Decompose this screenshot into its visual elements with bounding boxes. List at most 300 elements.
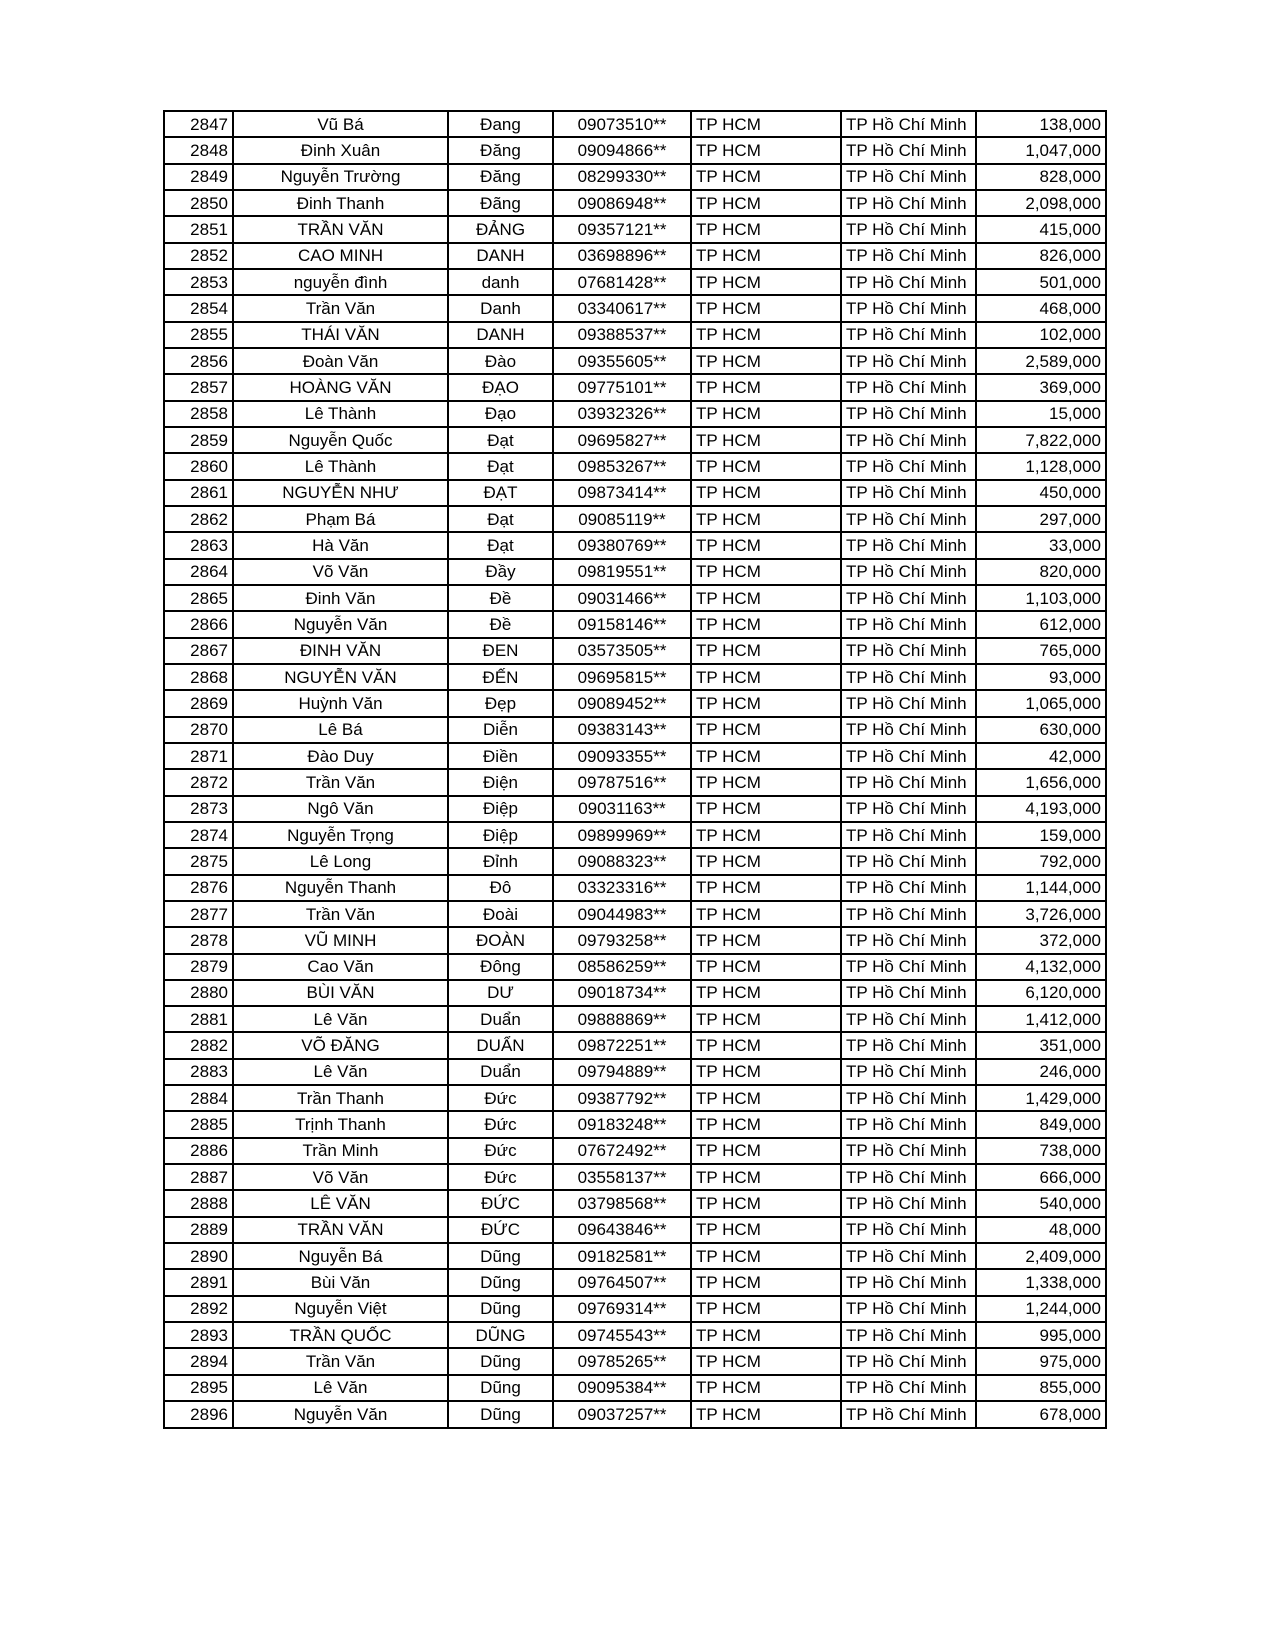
family-middle-name-cell: Lê Văn bbox=[233, 1006, 448, 1032]
table-row bbox=[164, 1269, 1106, 1295]
table-row bbox=[164, 190, 1106, 216]
amount-cell: 828,000 bbox=[976, 164, 1106, 190]
masked-phone-cell: 09086948** bbox=[553, 190, 691, 216]
province-cell: TP Hồ Chí Minh bbox=[841, 216, 976, 242]
masked-phone-cell: 09888869** bbox=[553, 1006, 691, 1032]
table-row bbox=[164, 137, 1106, 163]
row-number-cell: 2881 bbox=[164, 1006, 233, 1032]
table-row bbox=[164, 427, 1106, 453]
family-middle-name-cell: TRẦN QUỐC bbox=[233, 1322, 448, 1348]
family-middle-name-cell: Nguyễn Việt bbox=[233, 1296, 448, 1322]
given-name-cell: Đãng bbox=[448, 190, 553, 216]
province-cell: TP Hồ Chí Minh bbox=[841, 322, 976, 348]
row-number-cell: 2867 bbox=[164, 638, 233, 664]
province-cell: TP Hồ Chí Minh bbox=[841, 1138, 976, 1164]
amount-cell: 1,103,000 bbox=[976, 585, 1106, 611]
table-row bbox=[164, 1348, 1106, 1374]
amount-cell: 468,000 bbox=[976, 295, 1106, 321]
family-middle-name-cell: TRẦN VĂN bbox=[233, 1217, 448, 1243]
amount-cell: 666,000 bbox=[976, 1164, 1106, 1190]
given-name-cell: Điền bbox=[448, 743, 553, 769]
given-name-cell: DANH bbox=[448, 243, 553, 269]
table-row bbox=[164, 901, 1106, 927]
masked-phone-cell: 07672492** bbox=[553, 1138, 691, 1164]
row-number-cell: 2891 bbox=[164, 1269, 233, 1295]
row-number-cell: 2880 bbox=[164, 980, 233, 1006]
amount-cell: 1,128,000 bbox=[976, 453, 1106, 479]
masked-phone-cell: 09089452** bbox=[553, 690, 691, 716]
given-name-cell: ĐỨC bbox=[448, 1190, 553, 1216]
table-row bbox=[164, 559, 1106, 585]
family-middle-name-cell: Hà Văn bbox=[233, 532, 448, 558]
family-middle-name-cell: NGUYỄN VĂN bbox=[233, 664, 448, 690]
row-number-cell: 2853 bbox=[164, 269, 233, 295]
city-cell: TP HCM bbox=[691, 243, 841, 269]
masked-phone-cell: 09775101** bbox=[553, 374, 691, 400]
province-cell: TP Hồ Chí Minh bbox=[841, 954, 976, 980]
family-middle-name-cell: Lê Bá bbox=[233, 717, 448, 743]
amount-cell: 1,429,000 bbox=[976, 1085, 1106, 1111]
province-cell: TP Hồ Chí Minh bbox=[841, 927, 976, 953]
family-middle-name-cell: BÙI VĂN bbox=[233, 980, 448, 1006]
city-cell: TP HCM bbox=[691, 769, 841, 795]
table-row bbox=[164, 1243, 1106, 1269]
city-cell: TP HCM bbox=[691, 1243, 841, 1269]
amount-cell: 351,000 bbox=[976, 1032, 1106, 1058]
city-cell: TP HCM bbox=[691, 1190, 841, 1216]
family-middle-name-cell: nguyễn đình bbox=[233, 269, 448, 295]
table-row bbox=[164, 743, 1106, 769]
given-name-cell: Đạt bbox=[448, 532, 553, 558]
amount-cell: 415,000 bbox=[976, 216, 1106, 242]
family-middle-name-cell: Bùi Văn bbox=[233, 1269, 448, 1295]
given-name-cell: Đạt bbox=[448, 453, 553, 479]
family-middle-name-cell: Lê Văn bbox=[233, 1059, 448, 1085]
province-cell: TP Hồ Chí Minh bbox=[841, 690, 976, 716]
family-middle-name-cell: Nguyễn Thanh bbox=[233, 875, 448, 901]
amount-cell: 2,589,000 bbox=[976, 348, 1106, 374]
table-row bbox=[164, 796, 1106, 822]
amount-cell: 15,000 bbox=[976, 401, 1106, 427]
city-cell: TP HCM bbox=[691, 374, 841, 400]
given-name-cell: ĐẠT bbox=[448, 480, 553, 506]
family-middle-name-cell: Lê Thành bbox=[233, 453, 448, 479]
row-number-cell: 2863 bbox=[164, 532, 233, 558]
family-middle-name-cell: Đinh Văn bbox=[233, 585, 448, 611]
city-cell: TP HCM bbox=[691, 506, 841, 532]
city-cell: TP HCM bbox=[691, 638, 841, 664]
province-cell: TP Hồ Chí Minh bbox=[841, 1296, 976, 1322]
row-number-cell: 2858 bbox=[164, 401, 233, 427]
family-middle-name-cell: Đinh Xuân bbox=[233, 137, 448, 163]
province-cell: TP Hồ Chí Minh bbox=[841, 453, 976, 479]
amount-cell: 849,000 bbox=[976, 1111, 1106, 1137]
masked-phone-cell: 09031466** bbox=[553, 585, 691, 611]
amount-cell: 1,244,000 bbox=[976, 1296, 1106, 1322]
amount-cell: 2,098,000 bbox=[976, 190, 1106, 216]
given-name-cell: Dũng bbox=[448, 1348, 553, 1374]
given-name-cell: DƯ bbox=[448, 980, 553, 1006]
table-row bbox=[164, 927, 1106, 953]
family-middle-name-cell: Đoàn Văn bbox=[233, 348, 448, 374]
row-number-cell: 2857 bbox=[164, 374, 233, 400]
table-row bbox=[164, 1401, 1106, 1428]
family-middle-name-cell: Phạm Bá bbox=[233, 506, 448, 532]
family-middle-name-cell: CAO MINH bbox=[233, 243, 448, 269]
row-number-cell: 2855 bbox=[164, 322, 233, 348]
amount-cell: 792,000 bbox=[976, 848, 1106, 874]
amount-cell: 540,000 bbox=[976, 1190, 1106, 1216]
given-name-cell: DUẨN bbox=[448, 1032, 553, 1058]
masked-phone-cell: 09073510** bbox=[553, 111, 691, 137]
province-cell: TP Hồ Chí Minh bbox=[841, 822, 976, 848]
city-cell: TP HCM bbox=[691, 1401, 841, 1428]
masked-phone-cell: 09853267** bbox=[553, 453, 691, 479]
table-row bbox=[164, 216, 1106, 242]
province-cell: TP Hồ Chí Minh bbox=[841, 585, 976, 611]
row-number-cell: 2871 bbox=[164, 743, 233, 769]
family-middle-name-cell: Lê Long bbox=[233, 848, 448, 874]
table-row bbox=[164, 690, 1106, 716]
family-middle-name-cell: Trần Thanh bbox=[233, 1085, 448, 1111]
table-row bbox=[164, 980, 1106, 1006]
amount-cell: 630,000 bbox=[976, 717, 1106, 743]
city-cell: TP HCM bbox=[691, 480, 841, 506]
province-cell: TP Hồ Chí Minh bbox=[841, 1348, 976, 1374]
masked-phone-cell: 09085119** bbox=[553, 506, 691, 532]
family-middle-name-cell: VÕ ĐĂNG bbox=[233, 1032, 448, 1058]
city-cell: TP HCM bbox=[691, 322, 841, 348]
given-name-cell: Đạo bbox=[448, 401, 553, 427]
city-cell: TP HCM bbox=[691, 1269, 841, 1295]
city-cell: TP HCM bbox=[691, 743, 841, 769]
family-middle-name-cell: ĐINH VĂN bbox=[233, 638, 448, 664]
given-name-cell: Đông bbox=[448, 954, 553, 980]
province-cell: TP Hồ Chí Minh bbox=[841, 295, 976, 321]
row-number-cell: 2887 bbox=[164, 1164, 233, 1190]
row-number-cell: 2864 bbox=[164, 559, 233, 585]
amount-cell: 4,132,000 bbox=[976, 954, 1106, 980]
masked-phone-cell: 09819551** bbox=[553, 559, 691, 585]
city-cell: TP HCM bbox=[691, 1059, 841, 1085]
row-number-cell: 2877 bbox=[164, 901, 233, 927]
family-middle-name-cell: Trần Văn bbox=[233, 1348, 448, 1374]
masked-phone-cell: 09093355** bbox=[553, 743, 691, 769]
province-cell: TP Hồ Chí Minh bbox=[841, 1006, 976, 1032]
row-number-cell: 2888 bbox=[164, 1190, 233, 1216]
masked-phone-cell: 09044983** bbox=[553, 901, 691, 927]
given-name-cell: ĐẢNG bbox=[448, 216, 553, 242]
amount-cell: 820,000 bbox=[976, 559, 1106, 585]
row-number-cell: 2865 bbox=[164, 585, 233, 611]
amount-cell: 975,000 bbox=[976, 1348, 1106, 1374]
province-cell: TP Hồ Chí Minh bbox=[841, 427, 976, 453]
amount-cell: 93,000 bbox=[976, 664, 1106, 690]
given-name-cell: ĐẠO bbox=[448, 374, 553, 400]
given-name-cell: Đỉnh bbox=[448, 848, 553, 874]
table-row bbox=[164, 1322, 1106, 1348]
given-name-cell: Đăng bbox=[448, 164, 553, 190]
given-name-cell: Điện bbox=[448, 769, 553, 795]
city-cell: TP HCM bbox=[691, 1164, 841, 1190]
given-name-cell: danh bbox=[448, 269, 553, 295]
province-cell: TP Hồ Chí Minh bbox=[841, 506, 976, 532]
family-middle-name-cell: Lê Văn bbox=[233, 1375, 448, 1401]
family-middle-name-cell: Nguyễn Văn bbox=[233, 1401, 448, 1428]
province-cell: TP Hồ Chí Minh bbox=[841, 243, 976, 269]
given-name-cell: Dũng bbox=[448, 1243, 553, 1269]
province-cell: TP Hồ Chí Minh bbox=[841, 717, 976, 743]
amount-cell: 1,412,000 bbox=[976, 1006, 1106, 1032]
masked-phone-cell: 09031163** bbox=[553, 796, 691, 822]
city-cell: TP HCM bbox=[691, 927, 841, 953]
masked-phone-cell: 09388537** bbox=[553, 322, 691, 348]
table-row bbox=[164, 453, 1106, 479]
province-cell: TP Hồ Chí Minh bbox=[841, 401, 976, 427]
city-cell: TP HCM bbox=[691, 1375, 841, 1401]
city-cell: TP HCM bbox=[691, 190, 841, 216]
table-row bbox=[164, 875, 1106, 901]
city-cell: TP HCM bbox=[691, 216, 841, 242]
city-cell: TP HCM bbox=[691, 269, 841, 295]
city-cell: TP HCM bbox=[691, 796, 841, 822]
table-row bbox=[164, 664, 1106, 690]
table-row bbox=[164, 532, 1106, 558]
amount-cell: 3,726,000 bbox=[976, 901, 1106, 927]
masked-phone-cell: 09387792** bbox=[553, 1085, 691, 1111]
records-table-body bbox=[164, 111, 1106, 1428]
city-cell: TP HCM bbox=[691, 611, 841, 637]
given-name-cell: DŨNG bbox=[448, 1322, 553, 1348]
table-row bbox=[164, 1138, 1106, 1164]
row-number-cell: 2854 bbox=[164, 295, 233, 321]
city-cell: TP HCM bbox=[691, 690, 841, 716]
province-cell: TP Hồ Chí Minh bbox=[841, 111, 976, 137]
amount-cell: 678,000 bbox=[976, 1401, 1106, 1428]
city-cell: TP HCM bbox=[691, 348, 841, 374]
city-cell: TP HCM bbox=[691, 427, 841, 453]
row-number-cell: 2873 bbox=[164, 796, 233, 822]
row-number-cell: 2895 bbox=[164, 1375, 233, 1401]
given-name-cell: Điệp bbox=[448, 822, 553, 848]
masked-phone-cell: 09643846** bbox=[553, 1217, 691, 1243]
family-middle-name-cell: Cao Văn bbox=[233, 954, 448, 980]
table-row bbox=[164, 348, 1106, 374]
row-number-cell: 2850 bbox=[164, 190, 233, 216]
family-middle-name-cell: Đào Duy bbox=[233, 743, 448, 769]
province-cell: TP Hồ Chí Minh bbox=[841, 848, 976, 874]
masked-phone-cell: 09158146** bbox=[553, 611, 691, 637]
masked-phone-cell: 09357121** bbox=[553, 216, 691, 242]
city-cell: TP HCM bbox=[691, 1217, 841, 1243]
masked-phone-cell: 09383143** bbox=[553, 717, 691, 743]
table-row bbox=[164, 480, 1106, 506]
row-number-cell: 2884 bbox=[164, 1085, 233, 1111]
table-row bbox=[164, 1296, 1106, 1322]
given-name-cell: Đoài bbox=[448, 901, 553, 927]
row-number-cell: 2870 bbox=[164, 717, 233, 743]
city-cell: TP HCM bbox=[691, 1085, 841, 1111]
city-cell: TP HCM bbox=[691, 875, 841, 901]
row-number-cell: 2879 bbox=[164, 954, 233, 980]
masked-phone-cell: 09094866** bbox=[553, 137, 691, 163]
family-middle-name-cell: THÁI VĂN bbox=[233, 322, 448, 348]
masked-phone-cell: 08299330** bbox=[553, 164, 691, 190]
given-name-cell: Dũng bbox=[448, 1296, 553, 1322]
province-cell: TP Hồ Chí Minh bbox=[841, 1243, 976, 1269]
family-middle-name-cell: LÊ VĂN bbox=[233, 1190, 448, 1216]
masked-phone-cell: 03573505** bbox=[553, 638, 691, 664]
row-number-cell: 2861 bbox=[164, 480, 233, 506]
masked-phone-cell: 09095384** bbox=[553, 1375, 691, 1401]
province-cell: TP Hồ Chí Minh bbox=[841, 164, 976, 190]
row-number-cell: 2883 bbox=[164, 1059, 233, 1085]
province-cell: TP Hồ Chí Minh bbox=[841, 980, 976, 1006]
city-cell: TP HCM bbox=[691, 664, 841, 690]
row-number-cell: 2878 bbox=[164, 927, 233, 953]
table-row bbox=[164, 848, 1106, 874]
table-row bbox=[164, 717, 1106, 743]
given-name-cell: Đức bbox=[448, 1164, 553, 1190]
row-number-cell: 2847 bbox=[164, 111, 233, 137]
table-row bbox=[164, 1032, 1106, 1058]
amount-cell: 372,000 bbox=[976, 927, 1106, 953]
city-cell: TP HCM bbox=[691, 295, 841, 321]
given-name-cell: ĐỨC bbox=[448, 1217, 553, 1243]
row-number-cell: 2860 bbox=[164, 453, 233, 479]
given-name-cell: Đề bbox=[448, 585, 553, 611]
city-cell: TP HCM bbox=[691, 137, 841, 163]
given-name-cell: Đức bbox=[448, 1085, 553, 1111]
given-name-cell: Đức bbox=[448, 1138, 553, 1164]
family-middle-name-cell: HOÀNG VĂN bbox=[233, 374, 448, 400]
amount-cell: 765,000 bbox=[976, 638, 1106, 664]
table-row bbox=[164, 638, 1106, 664]
province-cell: TP Hồ Chí Minh bbox=[841, 559, 976, 585]
table-row bbox=[164, 1085, 1106, 1111]
masked-phone-cell: 09695827** bbox=[553, 427, 691, 453]
province-cell: TP Hồ Chí Minh bbox=[841, 1269, 976, 1295]
given-name-cell: Đào bbox=[448, 348, 553, 374]
amount-cell: 4,193,000 bbox=[976, 796, 1106, 822]
masked-phone-cell: 07681428** bbox=[553, 269, 691, 295]
amount-cell: 1,065,000 bbox=[976, 690, 1106, 716]
masked-phone-cell: 09872251** bbox=[553, 1032, 691, 1058]
amount-cell: 1,047,000 bbox=[976, 137, 1106, 163]
family-middle-name-cell: Nguyễn Văn bbox=[233, 611, 448, 637]
row-number-cell: 2890 bbox=[164, 1243, 233, 1269]
table-row bbox=[164, 1111, 1106, 1137]
amount-cell: 102,000 bbox=[976, 322, 1106, 348]
province-cell: TP Hồ Chí Minh bbox=[841, 1059, 976, 1085]
province-cell: TP Hồ Chí Minh bbox=[841, 1085, 976, 1111]
amount-cell: 1,338,000 bbox=[976, 1269, 1106, 1295]
row-number-cell: 2856 bbox=[164, 348, 233, 374]
city-cell: TP HCM bbox=[691, 453, 841, 479]
city-cell: TP HCM bbox=[691, 1006, 841, 1032]
family-middle-name-cell: Trần Văn bbox=[233, 901, 448, 927]
city-cell: TP HCM bbox=[691, 559, 841, 585]
amount-cell: 1,144,000 bbox=[976, 875, 1106, 901]
amount-cell: 159,000 bbox=[976, 822, 1106, 848]
row-number-cell: 2875 bbox=[164, 848, 233, 874]
table-row bbox=[164, 1375, 1106, 1401]
family-middle-name-cell: Võ Văn bbox=[233, 1164, 448, 1190]
given-name-cell: Đề bbox=[448, 611, 553, 637]
amount-cell: 42,000 bbox=[976, 743, 1106, 769]
amount-cell: 995,000 bbox=[976, 1322, 1106, 1348]
amount-cell: 138,000 bbox=[976, 111, 1106, 137]
row-number-cell: 2868 bbox=[164, 664, 233, 690]
city-cell: TP HCM bbox=[691, 401, 841, 427]
given-name-cell: Đô bbox=[448, 875, 553, 901]
given-name-cell: Đăng bbox=[448, 137, 553, 163]
masked-phone-cell: 09899969** bbox=[553, 822, 691, 848]
given-name-cell: ĐEN bbox=[448, 638, 553, 664]
family-middle-name-cell: VŨ MINH bbox=[233, 927, 448, 953]
row-number-cell: 2889 bbox=[164, 1217, 233, 1243]
family-middle-name-cell: Trần Văn bbox=[233, 295, 448, 321]
family-middle-name-cell: Nguyễn Quốc bbox=[233, 427, 448, 453]
province-cell: TP Hồ Chí Minh bbox=[841, 638, 976, 664]
masked-phone-cell: 03323316** bbox=[553, 875, 691, 901]
masked-phone-cell: 09182581** bbox=[553, 1243, 691, 1269]
province-cell: TP Hồ Chí Minh bbox=[841, 1190, 976, 1216]
records-table bbox=[163, 110, 1107, 1429]
given-name-cell: Đạt bbox=[448, 506, 553, 532]
province-cell: TP Hồ Chí Minh bbox=[841, 1401, 976, 1428]
family-middle-name-cell: Trần Văn bbox=[233, 769, 448, 795]
province-cell: TP Hồ Chí Minh bbox=[841, 269, 976, 295]
masked-phone-cell: 03698896** bbox=[553, 243, 691, 269]
family-middle-name-cell: Võ Văn bbox=[233, 559, 448, 585]
row-number-cell: 2876 bbox=[164, 875, 233, 901]
province-cell: TP Hồ Chí Minh bbox=[841, 1375, 976, 1401]
masked-phone-cell: 09787516** bbox=[553, 769, 691, 795]
family-middle-name-cell: Nguyễn Trường bbox=[233, 164, 448, 190]
amount-cell: 369,000 bbox=[976, 374, 1106, 400]
province-cell: TP Hồ Chí Minh bbox=[841, 743, 976, 769]
given-name-cell: ĐOÀN bbox=[448, 927, 553, 953]
row-number-cell: 2882 bbox=[164, 1032, 233, 1058]
given-name-cell: ĐẾN bbox=[448, 664, 553, 690]
family-middle-name-cell: NGUYỄN NHƯ bbox=[233, 480, 448, 506]
given-name-cell: Đạt bbox=[448, 427, 553, 453]
table-row bbox=[164, 1006, 1106, 1032]
table-row bbox=[164, 374, 1106, 400]
province-cell: TP Hồ Chí Minh bbox=[841, 1032, 976, 1058]
family-middle-name-cell: Nguyễn Trọng bbox=[233, 822, 448, 848]
province-cell: TP Hồ Chí Minh bbox=[841, 190, 976, 216]
table-row bbox=[164, 954, 1106, 980]
city-cell: TP HCM bbox=[691, 822, 841, 848]
city-cell: TP HCM bbox=[691, 532, 841, 558]
amount-cell: 297,000 bbox=[976, 506, 1106, 532]
given-name-cell: Duẩn bbox=[448, 1006, 553, 1032]
family-middle-name-cell: Huỳnh Văn bbox=[233, 690, 448, 716]
amount-cell: 501,000 bbox=[976, 269, 1106, 295]
city-cell: TP HCM bbox=[691, 901, 841, 927]
given-name-cell: DANH bbox=[448, 322, 553, 348]
masked-phone-cell: 09355605** bbox=[553, 348, 691, 374]
amount-cell: 738,000 bbox=[976, 1138, 1106, 1164]
province-cell: TP Hồ Chí Minh bbox=[841, 1164, 976, 1190]
masked-phone-cell: 09764507** bbox=[553, 1269, 691, 1295]
province-cell: TP Hồ Chí Minh bbox=[841, 532, 976, 558]
province-cell: TP Hồ Chí Minh bbox=[841, 796, 976, 822]
masked-phone-cell: 03340617** bbox=[553, 295, 691, 321]
given-name-cell: Dũng bbox=[448, 1375, 553, 1401]
